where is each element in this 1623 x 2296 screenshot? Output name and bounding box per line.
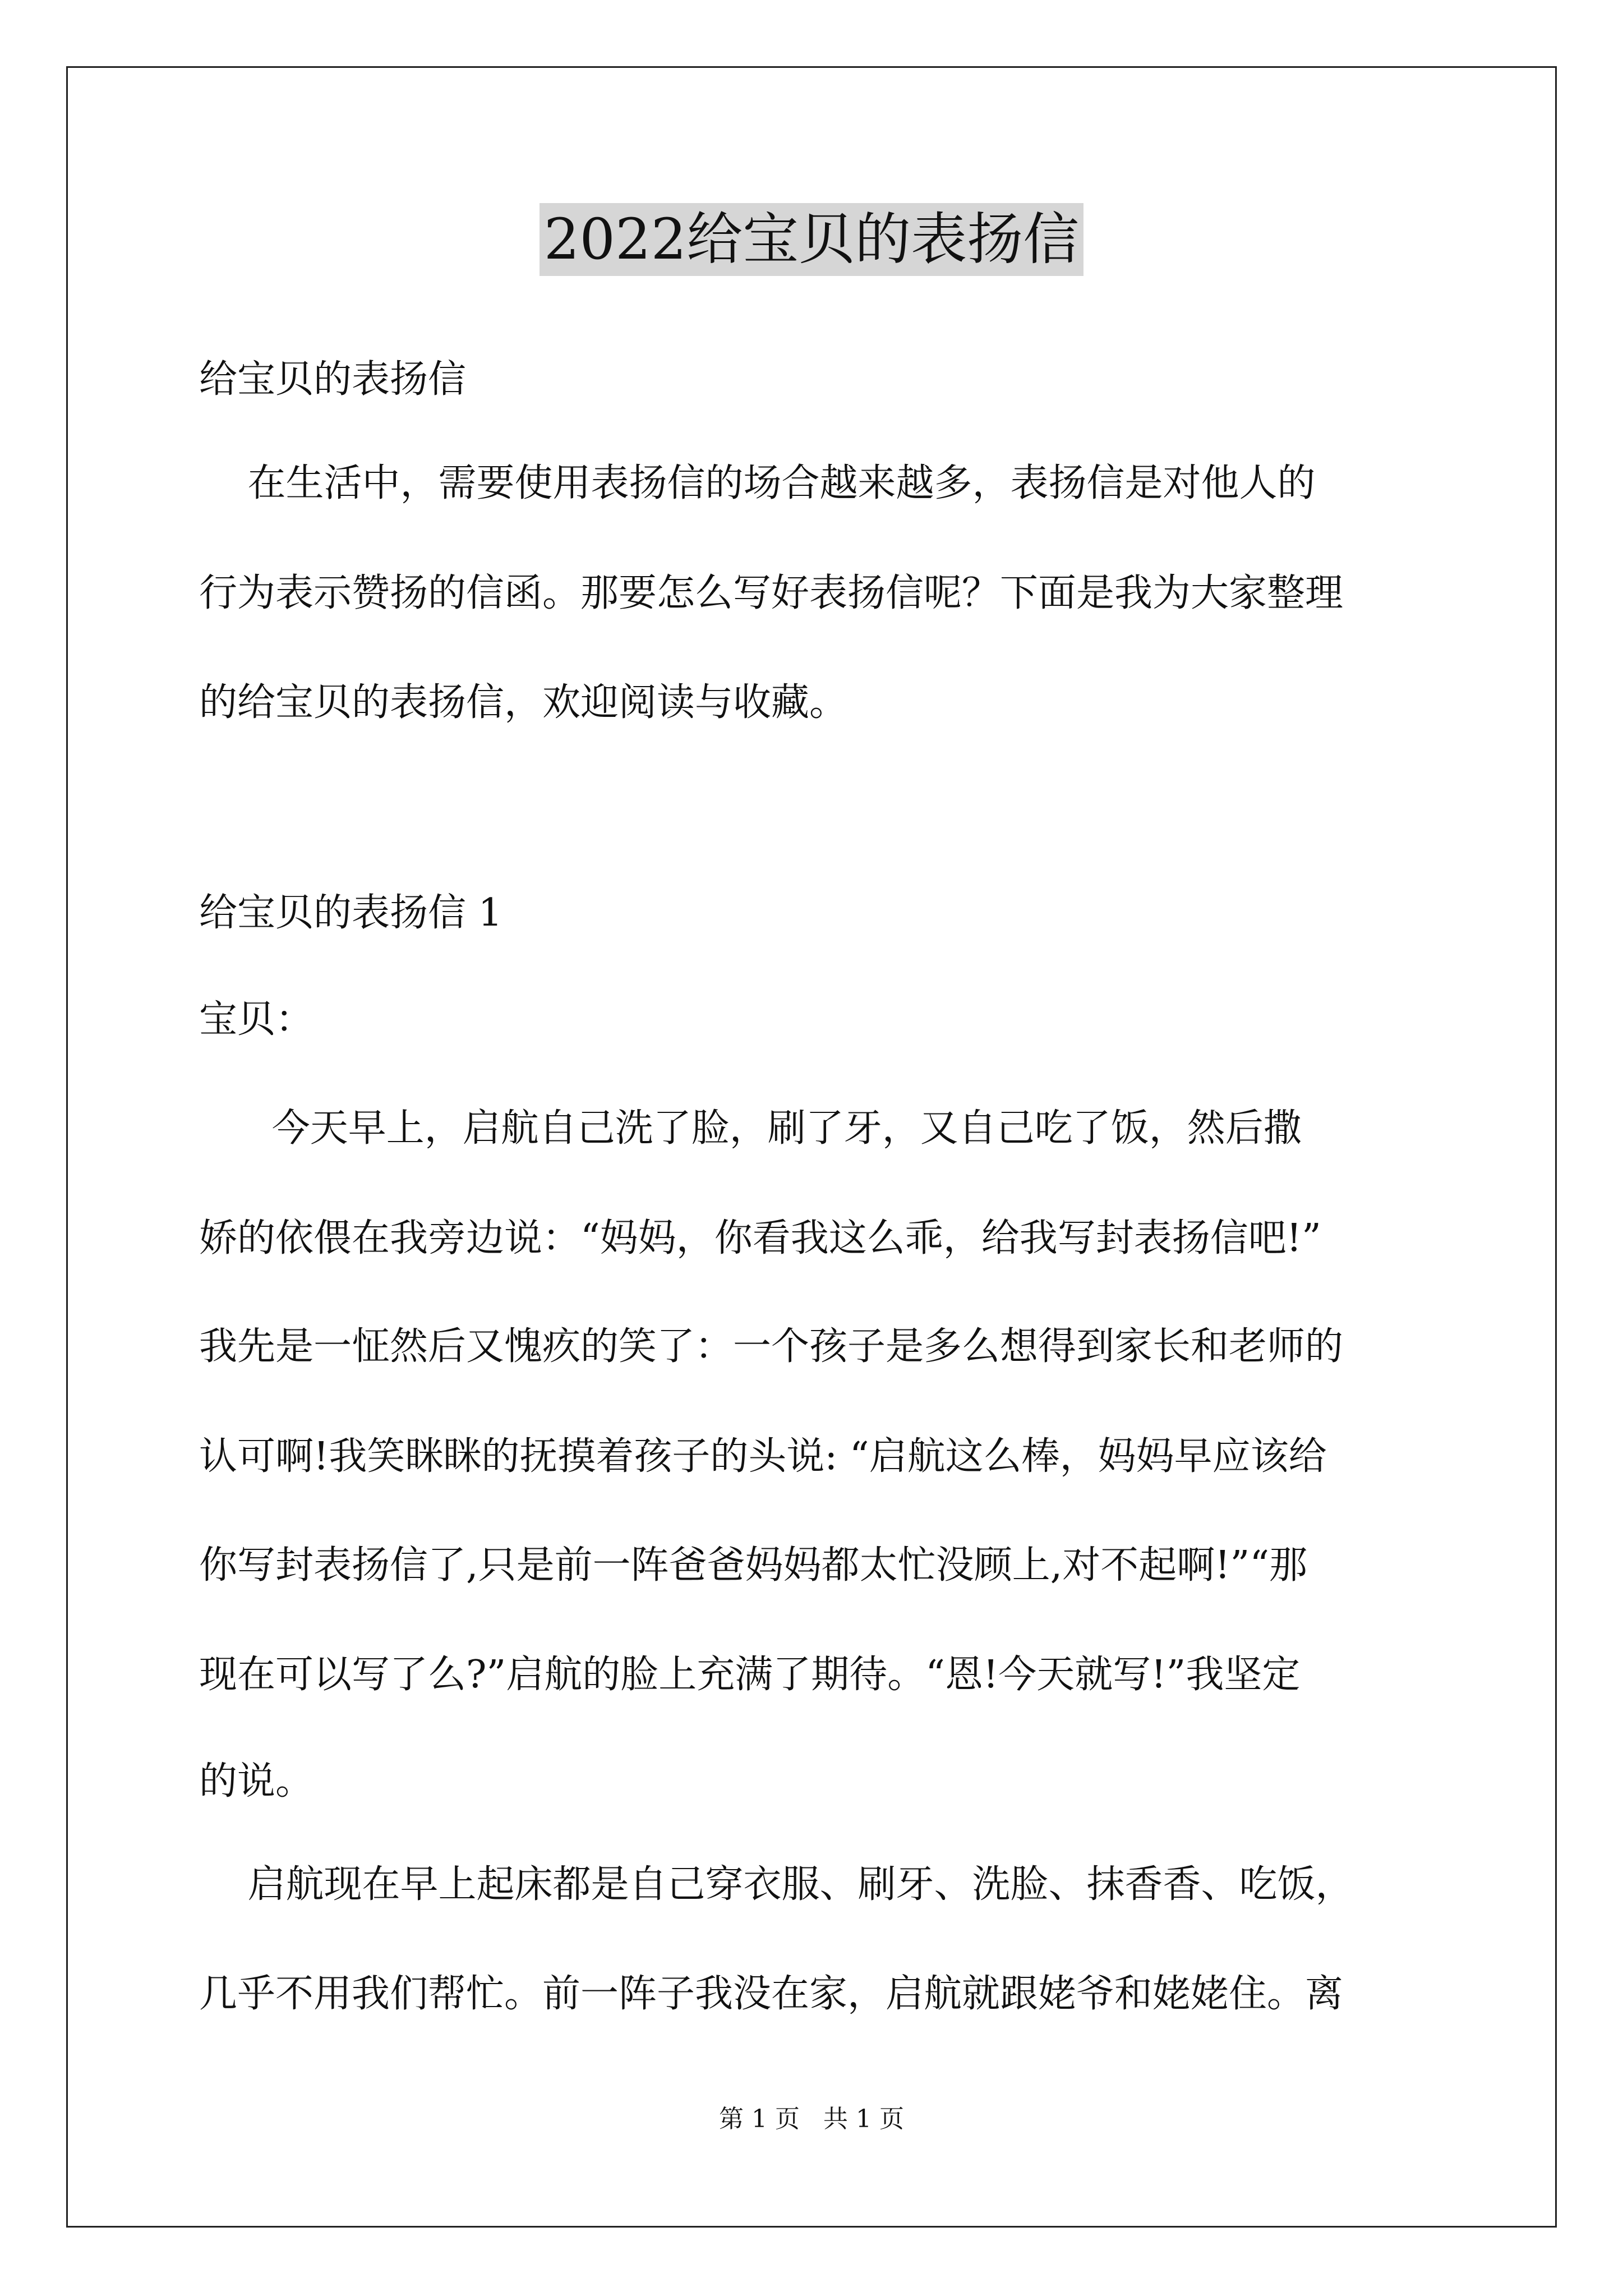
paragraph-line: 的说。 — [199, 1759, 314, 1803]
salutation: 宝贝： — [199, 997, 314, 1042]
paragraph-line: 现在可以写了么?”启航的脸上充满了期待。“恩!今天就写!”我坚定 — [199, 1653, 1301, 1697]
letter-heading: 给宝贝的表扬信 1 — [199, 891, 502, 935]
paragraph-line: 今天早上，启航自己洗了脸，刷了牙，又自己吃了饭，然后撒 — [199, 1106, 1302, 1151]
paragraph-line: 启航现在早上起床都是自己穿衣服、刷牙、洗脸、抹香香、吃饭， — [199, 1862, 1354, 1907]
page-footer — [0, 2102, 1623, 2136]
page-number: 第 1 页 — [719, 2105, 800, 2133]
document-title: 2022给宝贝的表扬信 — [540, 203, 1084, 276]
paragraph-line: 我先是一怔然后又愧疚的笑了：一个孩子是多么想得到家长和老师的 — [199, 1324, 1344, 1369]
paragraph-line: 你写封表扬信了,只是前一阵爸爸妈妈都太忙没顾上,对不起啊!”“那 — [199, 1543, 1308, 1588]
paragraph-line: 认可啊!我笑眯眯的抚摸着孩子的头说: “启航这么棒，妈妈早应该给 — [199, 1434, 1327, 1479]
paragraph-line: 的给宝贝的表扬信，欢迎阅读与收藏。 — [199, 680, 848, 725]
paragraph-line: 几乎不用我们帮忙。前一阵子我没在家，启航就跟姥爷和姥姥住。离 — [199, 1972, 1344, 2016]
section-heading: 给宝贝的表扬信 — [199, 357, 467, 402]
paragraph-line: 在生活中，需要使用表扬信的场合越来越多，表扬信是对他人的 — [199, 461, 1316, 505]
paragraph-line: 娇的依偎在我旁边说：“妈妈，你看我这么乖，给我写封表扬信吧!” — [199, 1216, 1321, 1260]
paragraph-line: 行为表示赞扬的信函。那要怎么写好表扬信呢？下面是我为大家整理 — [199, 571, 1344, 615]
page-total: 共 1 页 — [823, 2105, 904, 2133]
title-container — [0, 203, 1623, 276]
